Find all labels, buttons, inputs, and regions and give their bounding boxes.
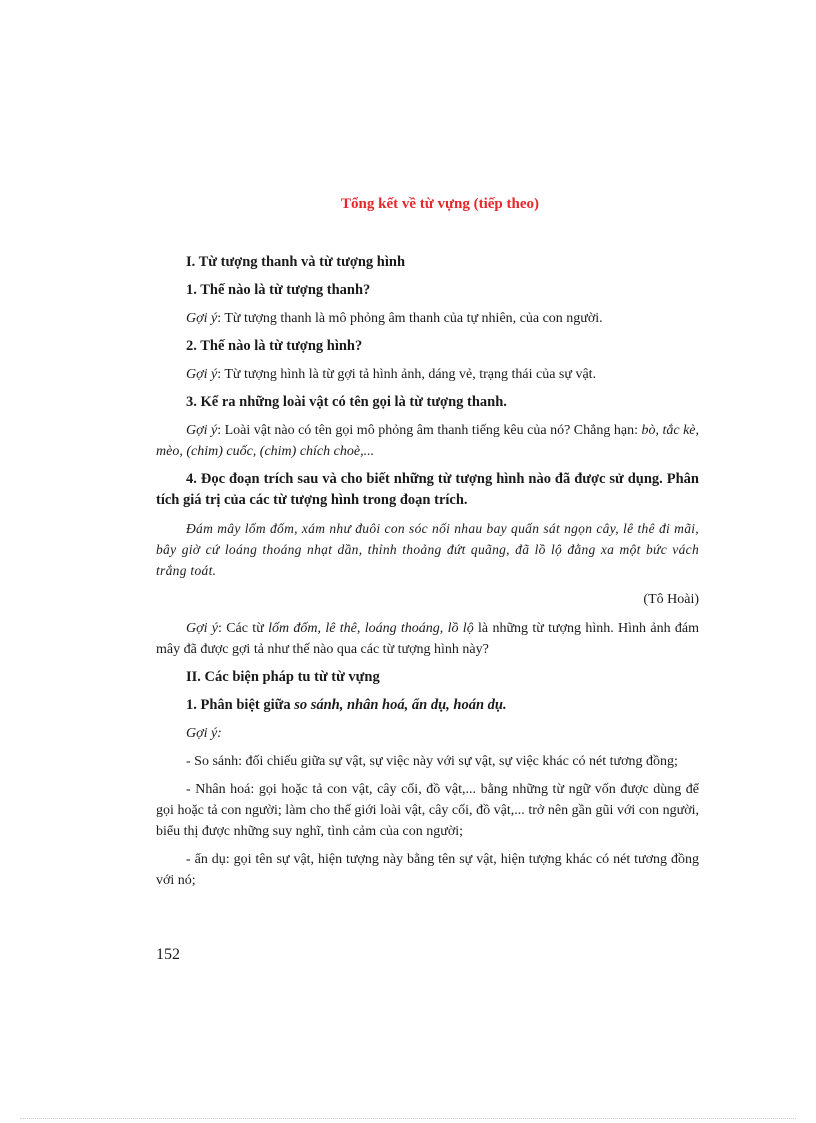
page-title: Tổng kết về từ vựng (tiếp theo) [341, 196, 539, 212]
section-2-heading: II. Các biện pháp tu từ từ vựng [186, 669, 380, 685]
section-2-question-1 [186, 695, 699, 716]
question-3-hint [156, 420, 699, 462]
item-so-sanh: - So sánh: đối chiếu giữa sự vật, sự việc này với sự vật, sự việc khác có nét tương đồng; [186, 754, 678, 769]
hint-examples: bò, tắc kè, mèo, (chim) cuốc, (chim) chích choè,... [156, 423, 700, 459]
question-terms: so sánh, nhân hoá, ẩn dụ, hoán dụ. [294, 697, 507, 713]
question-3: 3. Kể ra những loài vật có tên gọi là từ tượng thanh. [186, 394, 507, 410]
question-2: 2. Thế nào là từ tượng hình? [186, 338, 363, 354]
question-prefix: 1. Phân biệt giữa [186, 697, 295, 713]
hint-text: : Các từ [218, 621, 269, 636]
item-an-du: - ẩn dụ: gọi tên sự vật, hiện tượng này bằng tên sự vật, hiện tượng khác có nét tương đồng với nó; [156, 852, 699, 888]
section-1-heading: I. Từ tượng thanh và từ tượng hình [186, 254, 406, 270]
section-2-hint-label: Gợi ý: [186, 726, 222, 741]
hint-text: : Từ tượng thanh là mô phỏng âm thanh của tự nhiên, của con người. [217, 311, 603, 326]
page-number: 152 [156, 946, 180, 963]
hint-label: Gợi ý [186, 367, 218, 382]
question-4-hint [156, 618, 699, 660]
hint-words: lốm đốm, lê thê, loáng thoáng, lồ lộ [268, 621, 474, 636]
question-1: 1. Thế nào là từ tượng thanh? [186, 282, 371, 298]
hint-label: Gợi ý [186, 311, 218, 326]
document-body [156, 252, 699, 898]
page-border-line [20, 1118, 796, 1119]
question-4: 4. Đọc đoạn trích sau và cho biết những từ tượng hình nào đã được sử dụng. Phân tích giá trị của các từ tượng hình trong đoạn trích. [156, 471, 699, 508]
hint-label: Gợi ý [186, 423, 218, 438]
hint-text: : Từ tượng hình là từ gợi tả hình ảnh, dáng vẻ, trạng thái của sự vật. [217, 367, 597, 382]
hint-label: Gợi ý [186, 621, 219, 636]
quote-source: (Tô Hoài) [643, 592, 699, 607]
question-2-hint [156, 364, 699, 385]
quote-excerpt: Đám mây lốm đốm, xám như đuôi con sóc nối nhau bay quấn sát ngọn cây, lê thê đi mãi, bây giờ cứ loáng thoáng nhạt dần, thỉnh thoảng đứt quãng, đã lồ lộ đằng xa một bức vách trắng toát. [156, 521, 699, 578]
item-nhan-hoa: - Nhân hoá: gọi hoặc tả con vật, cây cối, đồ vật,... bằng những từ ngữ vốn được dùng để gọi hoặc tả con người; làm cho thế giới loài vật, cây cối, đồ vật,... trở nên gần gũi với con người, biểu thị được những suy nghĩ, tình cảm của con người; [156, 782, 699, 839]
hint-text: : Loài vật nào có tên gọi mô phỏng âm thanh tiếng kêu của nó? Chẳng hạn: [217, 423, 642, 438]
hint-text-2: là những từ tượng hình. Hình ảnh đám mây đã được gợi tả như thế nào qua các từ tượng hình này? [156, 621, 699, 657]
question-1-hint [156, 308, 699, 329]
